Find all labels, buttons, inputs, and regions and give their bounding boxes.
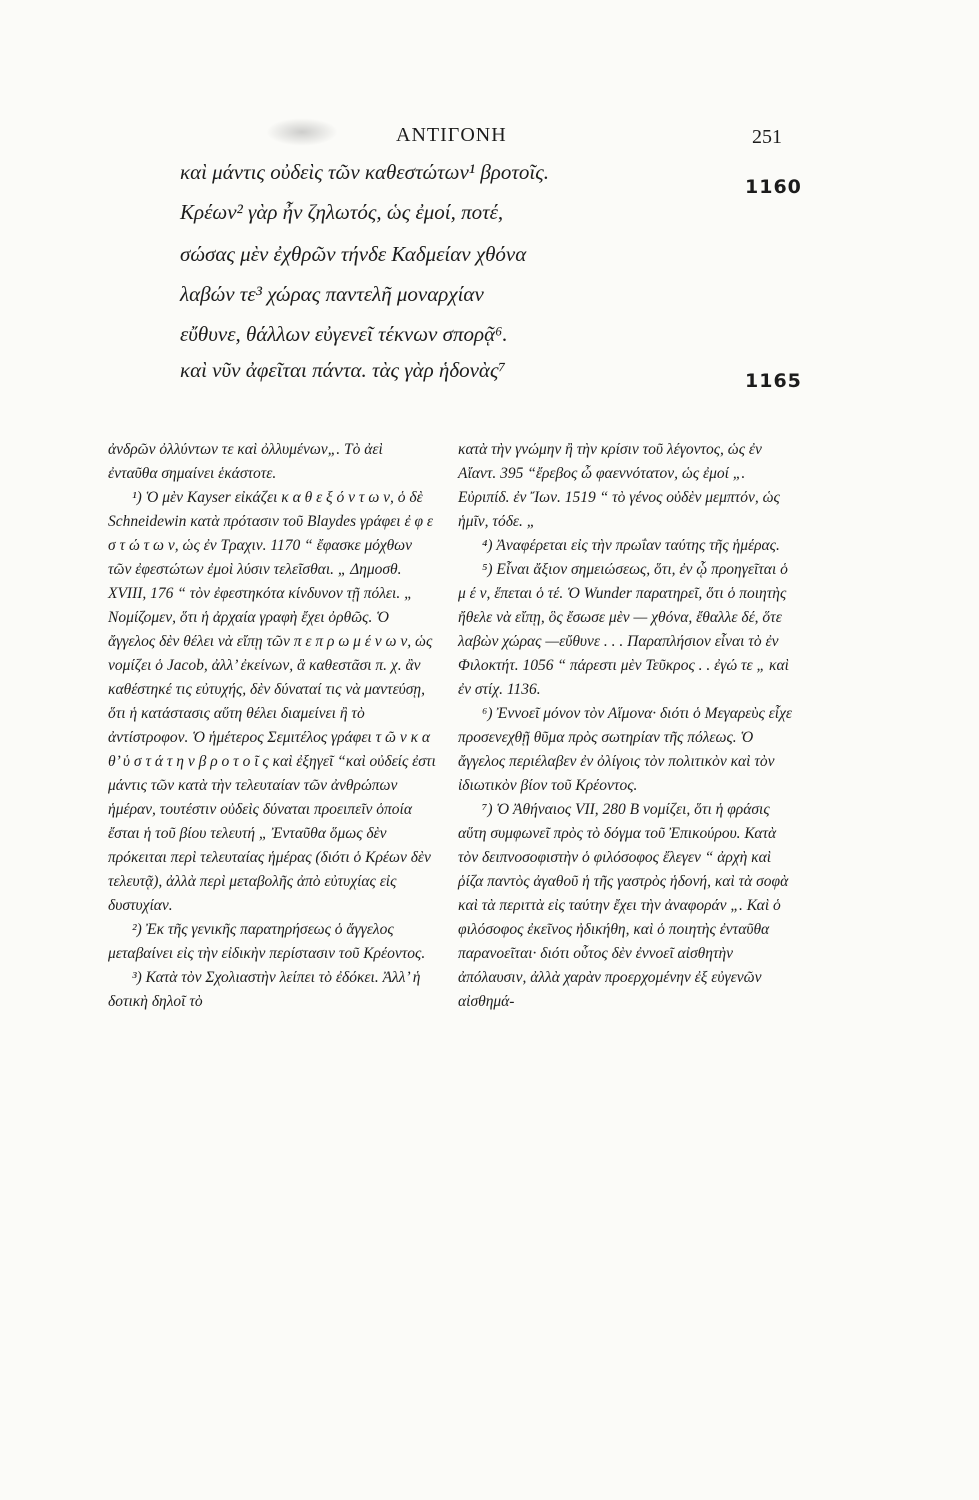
running-title: ΑΝΤΙΓΟΝΗ <box>396 124 507 146</box>
verse-line-number: 1160 <box>745 176 802 198</box>
note-paragraph: ³) Κατὰ τὸν Σχολιαστὴν λείπει τὸ ἐδόκει. Ἀλλ’ ἡ δοτικὴ δηλοῖ τὸ <box>108 969 421 1010</box>
verse-line: εὔθυνε, θάλλων εὐγενεῖ τέκνων σπορᾷ⁶. <box>180 322 508 346</box>
note-paragraph: ¹) Ὁ μὲν Kayser εἰκάζει κ α θ ε ξ ό ν τ ω ν, ὁ δὲ Schneidewin κατὰ πρότασιν τοῦ Blaydes γράφει ἐ φ ε σ τ ώ τ ω ν, ὡς ἐν Τραχιν. 1170 “ ἔφασκε μόχθων τῶν ἐφεστώτων ἐμοὶ λύσιν τελεῖσθαι. „ Δημοσθ. XVIII, 176 “ τὸν ἐφεστηκότα κίνδυνον τῇ πόλει. „ Νομίζομεν, ὅτι ἡ ἀρχαία γραφὴ ἔχει ὀρθῶς. Ὁ ἄγγελος δὲν θέλει νὰ εἴπῃ τῶν π ε π ρ ω μ έ ν ω ν, ὡς νομίζει ὁ Jacob, ἀλλ’ ἐκείνων, ἃ καθεστᾶσι π. χ. ἂν καθέστηκέ τις εὐτυχής, δὲν δύναταί τις νὰ μαντεύσῃ, ὅτι ἡ κατάστασις αὕτη θέλει διαμείνει ἢ τὸ ἀντίστροφον. Ὁ ἡμέτερος Σεμιτέλος γράφει τ ῶ ν κ α θ’ ὑ σ τ ά τ η ν β ρ ο τ ο ῖ ς καὶ ἐξηγεῖ “καὶ οὐδείς ἐστι μάντις τῶν κατὰ τὴν τελευταίαν τῶν ἀνθρώπων ἡμέραν, τουτέστιν οὐδεὶς δύναται προειπεῖν ὁποία ἔσται ἡ τοῦ βίου τελευτή „ Ἐνταῦθα ὅμως δὲν πρόκειται περὶ τελευταίας ἡμέρας (διότι ὁ Κρέων δὲν τελευτᾷ), ἀλλὰ περὶ μεταβολῆς ἀπὸ εὐτυχίας εἰς δυστυχίαν. <box>108 489 436 914</box>
note-paragraph: ⁴) Ἀναφέρεται εἰς τὴν πρωΐαν ταύτης τῆς ἡμέρας. <box>482 537 780 554</box>
note-paragraph: ⁵) Εἶναι ἄξιον σημειώσεως, ὅτι, ἐν ᾧ προηγεῖται ὁ μ έ ν, ἕπεται ὁ τέ. Ὁ Wunder παρατηρεῖ, ὅτι ὁ ποιητὴς ἤθελε νὰ εἴπῃ, ὃς ἔσωσε μὲν — χθόνα, ἔθαλλε δέ, ὅτε λαβὼν χώρας —εὔθυνε . . . Παραπλήσιον εἶναι τὸ ἐν Φιλοκτήτ. 1056 “ πάρεστι μὲν Τεῦκρος . . ἐγώ τε „ καὶ ἐν στίχ. 1136. <box>458 561 789 698</box>
note-paragraph: ²) Ἐκ τῆς γενικῆς παρατηρήσεως ὁ ἄγγελος μεταβαίνει εἰς τὴν εἰδικὴν περίστασιν τοῦ Κρέοντος. <box>108 921 426 962</box>
page-smudge <box>266 118 338 146</box>
notes-column-right <box>458 438 794 1014</box>
verse-line: Κρέων² γὰρ ἦν ζηλωτός, ὡς ἐμοί, ποτέ, <box>180 200 504 224</box>
page-number: 251 <box>752 126 782 148</box>
note-paragraph: κατὰ τὴν γνώμην ἢ τὴν κρίσιν τοῦ λέγοντος, ὡς ἐν Αἴαντ. 395 “ἔρεβος ὦ φαεννότατον, ὡς ἐμοί „. Εὐριπίδ. ἐν Ἴων. 1519 “ τὸ γένος οὐδὲν μεμπτόν, ὡς ἡμῖν, τόδε. „ <box>458 441 780 530</box>
verse-line: λαβών τε³ χώρας παντελῆ μοναρχίαν <box>180 282 484 306</box>
verse-line: καὶ μάντις οὐδεὶς τῶν καθεστώτων¹ βροτοῖς. <box>180 160 549 184</box>
verse-line: καὶ νῦν ἀφεῖται πάντα. τὰς γὰρ ἡδονὰς⁷ <box>180 358 506 382</box>
notes-column-left <box>108 438 436 1014</box>
note-paragraph: ⁶) Ἐννοεῖ μόνον τὸν Αἵμονα· διότι ὁ Μεγαρεὺς εἶχε προσενεχθῇ θῦμα πρὸς σωτηρίαν τῆς πόλεως. Ὁ ἄγγελος περιέλαβεν ἐν ὀλίγοις τὸν πολιτικὸν καὶ τὸν ἰδιωτικὸν βίον τοῦ Κρέοντος. <box>458 705 793 794</box>
note-paragraph: ἀνδρῶν ὀλλύντων τε καὶ ὀλλυμένων„. Τὸ ἀεὶ ἐνταῦθα σημαίνει ἑκάστοτε. <box>108 441 383 482</box>
verse-line: σώσας μὲν ἐχθρῶν τήνδε Καδμείαν χθόνα <box>180 242 527 266</box>
note-paragraph: ⁷) Ὁ Ἀθήναιος VII, 280 B νομίζει, ὅτι ἡ φράσις αὕτη συμφωνεῖ πρὸς τὸ δόγμα τοῦ Ἐπικούρου. Κατὰ τὸν δειπνοσοφιστὴν ὁ φιλόσοφος ἔλεγεν “ ἀρχὴ καὶ ῥίζα παντὸς ἀγαθοῦ ἡ τῆς γαστρὸς ἡδονή, καὶ τὰ σοφὰ καὶ τὰ περιττὰ εἰς ταύτην ἔχει τὴν ἀναφοράν „. Καὶ ὁ φιλόσοφος ἐκεῖνος ἠδικήθη, καὶ ὁ ποιητὴς ἐνταῦθα παρανοεῖται· διότι οὗτος δὲν ἐννοεῖ αἰσθητὴν ἀπόλαυσιν, ἀλλὰ χαρὰν προερχομένην ἐξ εὐγενῶν αἰσθημά- <box>458 801 789 1010</box>
verse-line-number: 1165 <box>745 370 802 392</box>
